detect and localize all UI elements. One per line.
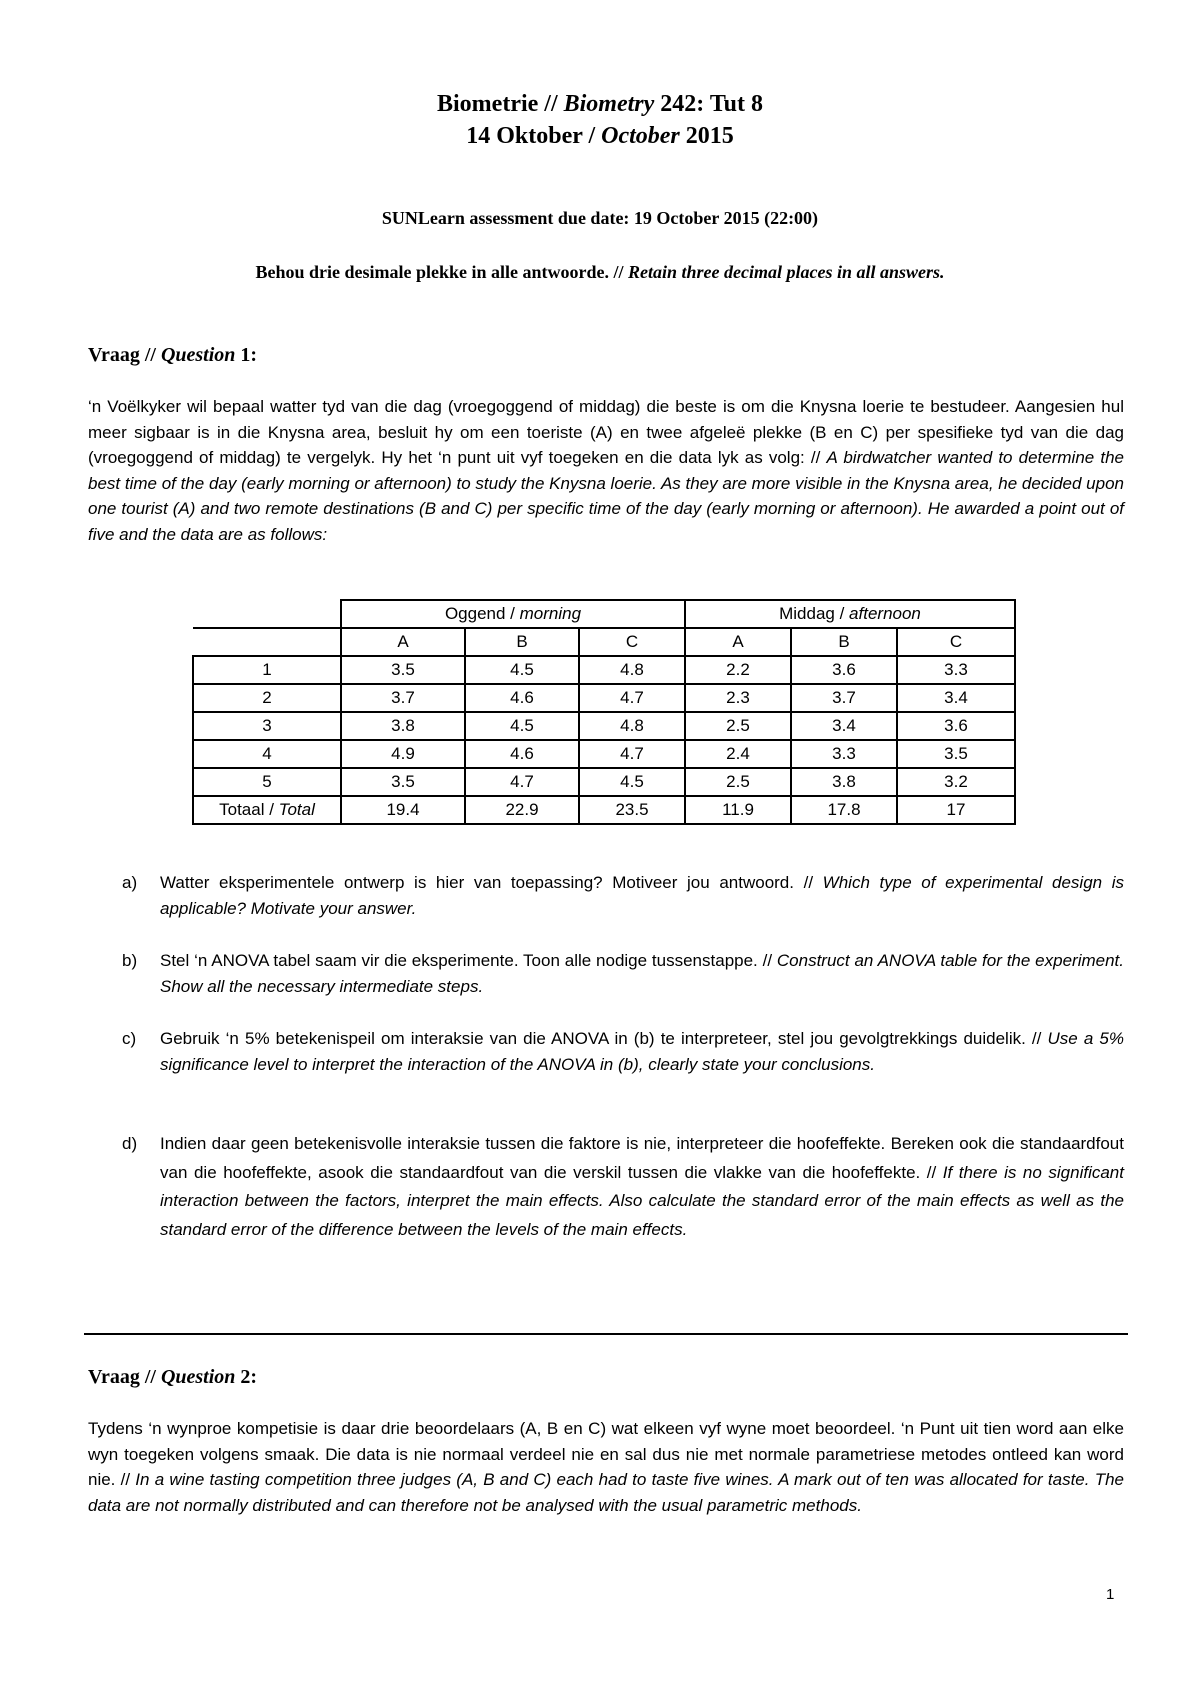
table-row: [193, 768, 1015, 796]
row-label: 3: [193, 712, 341, 740]
item-text: Indien daar geen betekenisvolle interaksie tussen die faktore is nie, interpreteer die hoofeffekte. Bereken ook die standaardfout van die hoofeffekte, asook die standaardfout van die verskil tussen die vlakke van die hoofeffekte. // If there is no significant interaction between the factors, interpret the main effects. Also calculate the standard error of the main effects as well as the standard error of the difference between the levels of the main effects.: [160, 1134, 1124, 1239]
question-1-heading: Vraag // Question 1:: [88, 344, 258, 366]
table-cell: 3.4: [791, 712, 897, 740]
total-cell: 23.5: [579, 796, 685, 824]
item-text: Watter eksperimentele ontwerp is hier van toepassing? Motiveer jou antwoord. // Which type of experimental design is applicable? Motivate your answer.: [160, 873, 1124, 918]
title-line-1: Biometrie // Biometry 242: Tut 8: [437, 91, 763, 117]
table-row: [193, 712, 1015, 740]
table-cell: 4.5: [465, 656, 579, 684]
table-group-header-row: [193, 600, 1015, 628]
total-cell: 11.9: [685, 796, 791, 824]
row-label: 4: [193, 740, 341, 768]
page-number: 1: [1106, 1586, 1115, 1603]
question-2-intro: Tydens ‘n wynproe kompetisie is daar drie beoordelaars (A, B en C) wat elkeen vyf wyne moet beoordeel. ‘n Punt uit tien word aan elke wyn toegeken volgens smaak. Die data is nie normaal verdeel nie en sal dus nie met normale parametriese metodes ontleed kan word nie. // In a wine tasting competition three judges (A, B and C) each had to taste five wines. A mark out of ten was allocated for taste. The data are not normally distributed and can therefore not be analysed with the usual parametric methods.: [88, 1419, 1124, 1515]
table-cell: 4.7: [579, 684, 685, 712]
subheader-cell: C: [579, 628, 685, 656]
table-cell: 4.6: [465, 684, 579, 712]
due-date: SUNLearn assessment due date: 19 October 2015 (22:00): [381, 208, 819, 228]
table-cell: 4.7: [465, 768, 579, 796]
table-total-row: [193, 796, 1015, 824]
row-label: 5: [193, 768, 341, 796]
subheader-cell: B: [465, 628, 579, 656]
table-cell: 2.2: [685, 656, 791, 684]
item-label: d): [122, 1134, 138, 1153]
table-cell: 4.6: [465, 740, 579, 768]
row-label: 2: [193, 684, 341, 712]
table-row: [193, 684, 1015, 712]
table-cell: 3.3: [897, 656, 1015, 684]
total-label: Totaal / Total: [193, 796, 341, 824]
table-cell: 3.7: [341, 684, 465, 712]
group-header-morning: Oggend / morning: [341, 600, 685, 628]
table-corner: [193, 600, 341, 628]
table-cell: 3.5: [341, 768, 465, 796]
total-cell: 17: [897, 796, 1015, 824]
subheader-cell: B: [791, 628, 897, 656]
table-cell: 2.4: [685, 740, 791, 768]
table-cell: 4.8: [579, 656, 685, 684]
table-cell: 3.2: [897, 768, 1015, 796]
item-label: a): [122, 873, 138, 892]
table-cell: 4.9: [341, 740, 465, 768]
table-subheader-row: [193, 628, 1015, 656]
table-cell: 3.5: [897, 740, 1015, 768]
item-label: b): [122, 951, 138, 970]
title-line-2: 14 Oktober / October 2015: [466, 123, 734, 149]
table-cell: 3.5: [341, 656, 465, 684]
table-row: [193, 740, 1015, 768]
table-cell: 3.8: [341, 712, 465, 740]
table-cell: 2.5: [685, 768, 791, 796]
group-header-afternoon: Middag / afternoon: [685, 600, 1015, 628]
total-cell: 17.8: [791, 796, 897, 824]
total-cell: 22.9: [465, 796, 579, 824]
table-cell: 4.5: [465, 712, 579, 740]
table-cell: 4.7: [579, 740, 685, 768]
subheader-cell: C: [897, 628, 1015, 656]
table-cell: 4.8: [579, 712, 685, 740]
subheader-cell: A: [341, 628, 465, 656]
table-cell: 3.4: [897, 684, 1015, 712]
document-title: [0, 88, 1200, 152]
row-label: 1: [193, 656, 341, 684]
table-cell: 3.3: [791, 740, 897, 768]
table-cell: 3.6: [791, 656, 897, 684]
subheader-cell: A: [685, 628, 791, 656]
question-1-intro: ‘n Voëlkyker wil bepaal watter tyd van die dag (vroegoggend of middag) die beste is om die Knysna loerie te bestudeer. Aangesien hul meer sigbaar is in die Knysna area, besluit hy om een toeriste (A) en twee afgeleë plekke (B en C) per spesifieke tyd van die dag (vroegoggend of middag) te vergelyk. Hy het ‘n punt uit vyf toegeken en die data lyk as volg: // A birdwatcher wanted to determine the best time of the day (early morning or afternoon) to study the Knysna loerie. As they are more visible in the Knysna area, he decided upon one tourist (A) and two remote destinations (B and C) per specific time of the day (early morning or afternoon). He awarded a point out of five and the data are as follows:: [88, 397, 1125, 544]
table-corner: [193, 628, 341, 656]
table-cell: 2.5: [685, 712, 791, 740]
data-table: [192, 599, 1016, 825]
question-2-heading: Vraag // Question 2:: [88, 1366, 258, 1388]
table-cell: 3.8: [791, 768, 897, 796]
item-text: Gebruik ‘n 5% betekenispeil om interaksie van die ANOVA in (b) te interpreteer, stel jou gevolgtrekkings duidelik. // Use a 5% significance level to interpret the interaction of the ANOVA in (b), clearly state your conclusions.: [160, 1029, 1124, 1074]
table-cell: 3.6: [897, 712, 1015, 740]
table-cell: 2.3: [685, 684, 791, 712]
table-cell: 4.5: [579, 768, 685, 796]
section-divider: [84, 1333, 1128, 1335]
total-cell: 19.4: [341, 796, 465, 824]
item-text: Stel ‘n ANOVA tabel saam vir die eksperimente. Toon alle nodige tussenstappe. // Construct an ANOVA table for the experiment. Show all the necessary intermediate steps.: [160, 951, 1124, 996]
table-row: [193, 656, 1015, 684]
item-label: c): [122, 1029, 137, 1048]
retain-instruction: Behou drie desimale plekke in alle antwoorde. // Retain three decimal places in all answers.: [255, 262, 945, 282]
table-cell: 3.7: [791, 684, 897, 712]
